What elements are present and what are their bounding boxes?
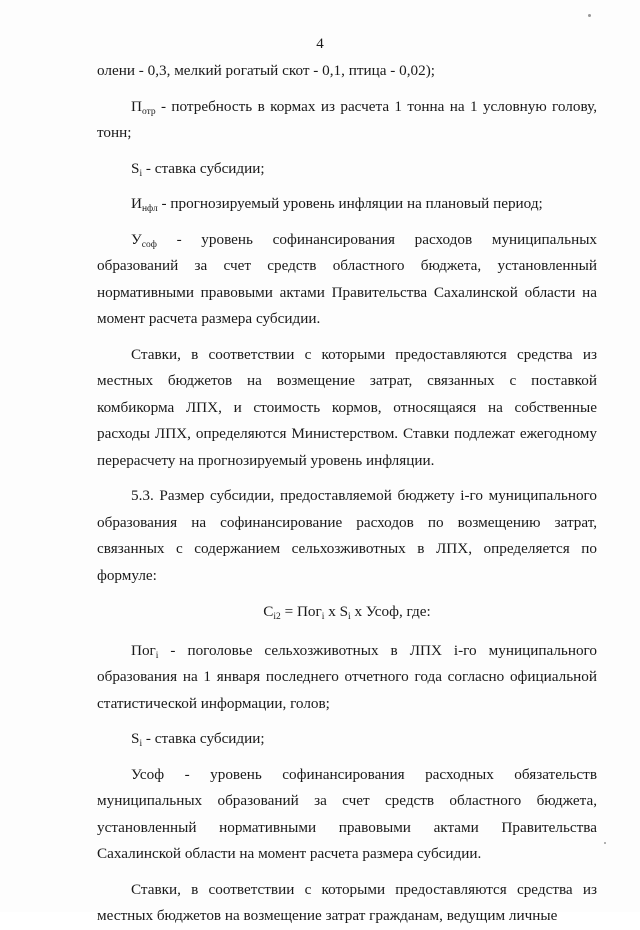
symbol: S <box>131 730 140 747</box>
definition-text: - прогнозируемый уровень инфляции на плановый период; <box>157 195 543 212</box>
formula: $С_{i2} = Пог_i$ x $S_i$ x Усоф, где: <box>263 603 431 622</box>
symbol-subscript: отр <box>141 106 156 117</box>
paragraph-5-3: 5.3. Размер субсидии, предоставляемой бюджету i-го муниципального образования на софинансирование расходов по возмещению затрат, связанных с содержанием сельхозживотных в ЛПХ, определяется по формуле: <box>97 487 597 584</box>
scan-speck <box>588 14 591 17</box>
symbol-subscript: i <box>155 650 159 661</box>
definition-infl <box>97 191 597 218</box>
symbol-subscript: i <box>139 739 143 749</box>
definition-text: - ставка субсидии; <box>142 159 265 177</box>
symbol: П <box>131 97 142 115</box>
symbol-subscript: i <box>139 168 143 179</box>
definition-text: - поголовье сельхозживотных в ЛПХ i-го муниципального образования на 1 января последнего отчетного года согласно официальной статистической информации, голов; <box>97 641 597 712</box>
definition-text: - уровень софинансирования расходов муниципальных образований за счет средств областного бюджета, установленный нормативными правовыми актами Правительства Сахалинской области на момент расчета размера субсидии. <box>97 230 597 327</box>
paragraph-rates-feed: Ставки, в соответствии с которыми предоставляются средства из местных бюджетов на возмещение затрат, связанных с поставкой комбикорма ЛПХ, и стоимость кормов, относящаяся на собственные расходы ЛПХ, определяются Министерством. Ставки подлежат ежегодному перерасчету на прогнозируемый уровень инфляции. <box>97 345 597 469</box>
definition-usof-2: Усоф - уровень софинансирования расходных обязательств муниципальных образований за счет средств областного бюджета, установленный нормативными правовыми актами Правительства Сахалинской области на момент расчета размера субсидии. <box>97 765 597 862</box>
definition-text: - потребность в кормах из расчета 1 тонна на 1 условную голову, тонн; <box>97 97 597 141</box>
symbol: S <box>131 159 140 177</box>
definition-potr <box>97 94 597 147</box>
paragraph-rates-citizens: Ставки, в соответствии с которыми предоставляются средства из местных бюджетов на возмещение затрат гражданам, ведущим личные <box>97 880 597 924</box>
symbol: У <box>131 230 142 248</box>
symbol-subscript: соф <box>141 239 157 250</box>
page-number: 4 <box>316 36 324 52</box>
symbol: И <box>131 195 142 212</box>
definition-pog <box>97 638 597 718</box>
definition-usof <box>97 227 597 333</box>
document-body <box>97 58 597 930</box>
symbol-subscript: нфл <box>141 204 158 214</box>
definition-si-2 <box>97 726 597 753</box>
definition-text: - ставка субсидии; <box>142 730 265 747</box>
paragraph-continuation: олени - 0,3, мелкий рогатый скот - 0,1, птица - 0,02); <box>97 62 435 79</box>
scan-speck <box>604 842 606 844</box>
definition-si <box>97 156 597 183</box>
symbol: Пог <box>131 641 156 659</box>
